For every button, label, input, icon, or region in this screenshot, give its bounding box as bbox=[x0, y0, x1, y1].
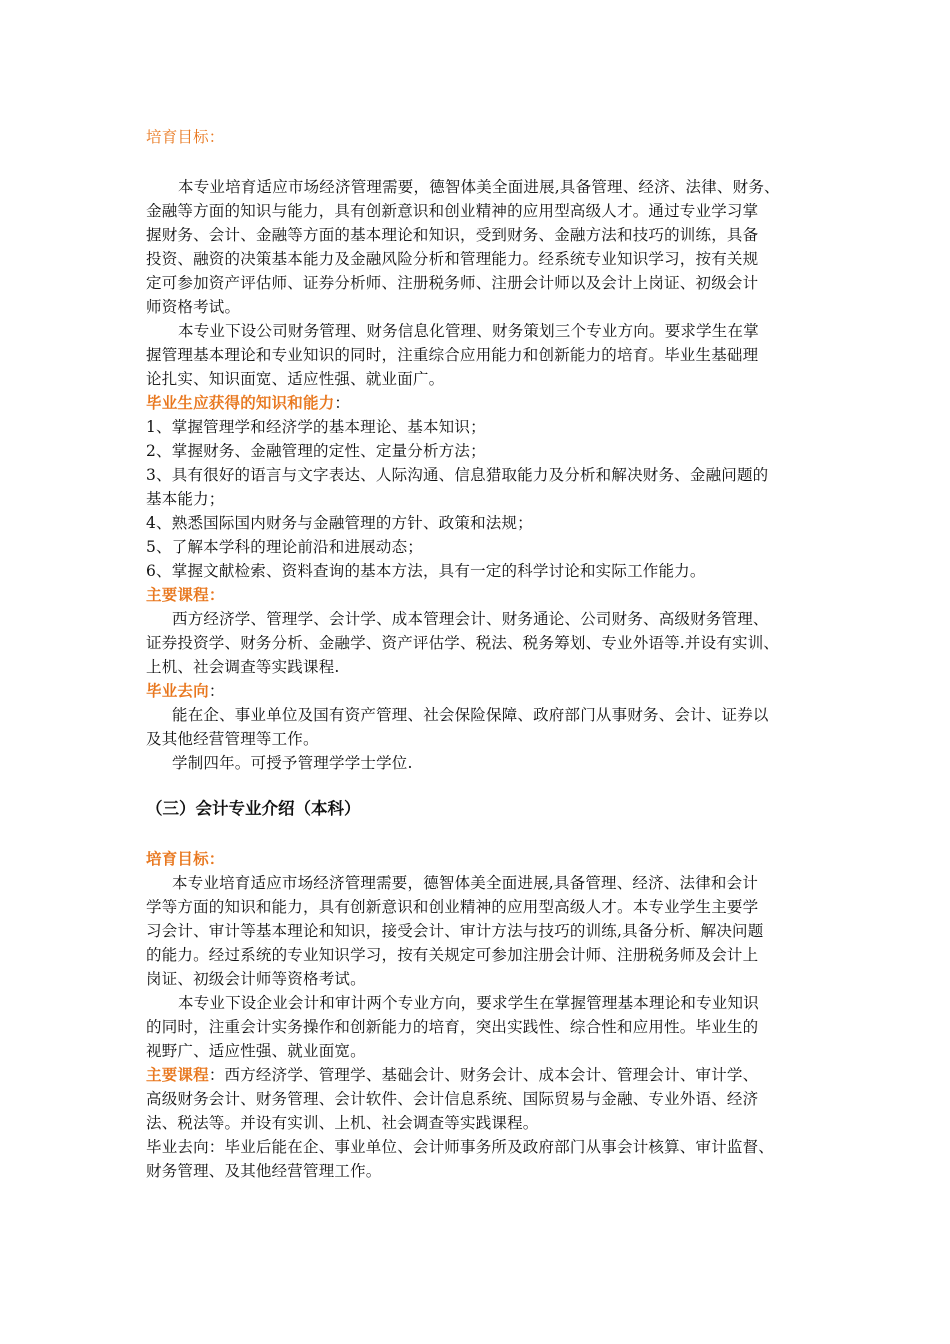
goal-heading: 培育目标： bbox=[146, 128, 225, 146]
course-heading-colon: ： bbox=[208, 585, 225, 604]
list-item: 3、具有很好的语言与文字表达、人际沟通、信息猎取能力及分析和解决财务、金融问题的 bbox=[146, 466, 769, 484]
text-line: 证券投资学、财务分析、金融学、资产评估学、税法、税务筹划、专业外语等.并设有实训、 bbox=[146, 634, 780, 652]
text-line: 财务管理、及其他经营管理工作。 bbox=[146, 1162, 382, 1180]
text-line: 握财务、会计、金融等方面的基本理论和知识，受到财务、金融方法和技巧的训练，具备 bbox=[146, 226, 759, 244]
goal2-paragraph-1 bbox=[146, 871, 826, 991]
list-item: 6、掌握文献检索、资料查询的基本方法，具有一定的科学讨论和实际工作能力。 bbox=[146, 562, 706, 580]
ability-list bbox=[146, 415, 826, 583]
text-line: 本专业培育适应市场经济管理需要，德智体美全面进展,具备管理、经济、法律和会计 bbox=[172, 874, 759, 892]
list-item: 1、掌握管理学和经济学的基本理论、基本知识； bbox=[146, 418, 486, 436]
goal-paragraph-1 bbox=[146, 175, 826, 319]
text-line: 定可参加资产评估师、证券分析师、注册税务师、注册会计师以及会计上岗证、初级会计 bbox=[146, 274, 759, 292]
text-line: 金融等方面的知识与能力，具有创新意识和创业精神的应用型高级人才。通过专业学习掌 bbox=[146, 202, 759, 220]
text-line: 师资格考试。 bbox=[146, 298, 241, 316]
career-heading-colon: ： bbox=[208, 682, 225, 700]
document-content bbox=[146, 125, 826, 1183]
degree-line: 学制四年。可授予管理学学士学位. bbox=[172, 754, 413, 772]
course-heading-2 bbox=[146, 1063, 826, 1087]
text-line: 投资、融资的决策基本能力及金融风险分析和管理能力。经系统专业知识学习，按有关规 bbox=[146, 250, 759, 268]
goal2-paragraph-2 bbox=[146, 991, 826, 1063]
text-line: 上机、社会调查等实践课程. bbox=[146, 658, 340, 676]
text-line: 学等方面的知识和能力，具有创新意识和创业精神的应用型高级人才。本专业学生主要学 bbox=[146, 898, 759, 916]
course2-paragraph bbox=[146, 1087, 826, 1135]
list-item: 2、掌握财务、金融管理的定性、定量分析方法； bbox=[146, 442, 486, 460]
ability-heading-text: 毕业生应获得的知识和能力 bbox=[146, 393, 335, 412]
goal-heading-2: 培育目标： bbox=[146, 849, 225, 868]
course-paragraph bbox=[146, 607, 826, 679]
text-line: 视野广、适应性强、就业面宽。 bbox=[146, 1042, 366, 1060]
career-heading bbox=[146, 679, 826, 703]
list-item: 4、熟悉国际国内财务与金融管理的方针、政策和法规； bbox=[146, 514, 533, 532]
text-line: 岗证、初级会计师等资格考试。 bbox=[146, 970, 366, 988]
goal-paragraph-2 bbox=[146, 319, 826, 391]
ability-heading bbox=[146, 391, 826, 415]
text-line: 握管理基本理论和专业知识的同时，注重综合应用能力和创新能力的培育。毕业生基础理 bbox=[146, 346, 759, 364]
text-line: 能在企、事业单位及国有资产管理、社会保险保障、政府部门从事财务、会计、证券以 bbox=[172, 706, 769, 724]
text-line: 的同时，注重会计实务操作和创新能力的培育，突出实践性、综合性和应用性。毕业生的 bbox=[146, 1018, 759, 1036]
ability-heading-colon: ： bbox=[334, 394, 351, 412]
career-paragraph bbox=[146, 703, 826, 751]
course-heading bbox=[146, 583, 826, 607]
text-line: 高级财务会计、财务管理、会计软件、会计信息系统、国际贸易与金融、专业外语、经济 bbox=[146, 1090, 759, 1108]
text-line: 的能力。经过系统的专业知识学习，按有关规定可参加注册会计师、注册税务师及会计上 bbox=[146, 946, 759, 964]
section-title: （三）会计专业介绍（本科） bbox=[146, 799, 361, 818]
text-line: 及其他经营管理等工作。 bbox=[146, 730, 319, 748]
career-heading-text: 毕业去向 bbox=[146, 681, 209, 700]
course-heading-text: 主要课程 bbox=[146, 585, 209, 604]
career2-paragraph bbox=[146, 1135, 826, 1183]
text-line: 习会计、审计等基本理论和知识，接受会计、审计方法与技巧的训练,具备分析、解决问题 bbox=[146, 922, 764, 940]
text-line: 法、税法等。并设有实训、上机、社会调查等实践课程。 bbox=[146, 1114, 539, 1132]
text-line: 本专业下设企业会计和审计两个专业方向，要求学生在掌握管理基本理论和专业知识 bbox=[178, 994, 759, 1012]
text-line: 本专业培育适应市场经济管理需要，德智体美全面进展,具备管理、经济、法律、财务、 bbox=[178, 178, 780, 196]
list-item: 5、了解本学科的理论前沿和进展动态； bbox=[146, 538, 423, 556]
text-line: 本专业下设公司财务管理、财务信息化管理、财务策划三个专业方向。要求学生在掌 bbox=[178, 322, 759, 340]
text-line: 西方经济学、管理学、会计学、成本管理会计、财务通论、公司财务、高级财务管理、 bbox=[172, 610, 769, 628]
course-heading-2-text: 主要课程 bbox=[146, 1065, 209, 1084]
list-item: 基本能力； bbox=[146, 490, 225, 508]
course-first-line: ：西方经济学、管理学、基础会计、财务会计、成本会计、管理会计、审计学、 bbox=[208, 1066, 759, 1084]
text-line: 论扎实、知识面宽、适应性强、就业面广。 bbox=[146, 370, 445, 388]
text-line: 毕业去向：毕业后能在企、事业单位、会计师事务所及政府部门从事会计核算、审计监督、 bbox=[146, 1138, 775, 1156]
